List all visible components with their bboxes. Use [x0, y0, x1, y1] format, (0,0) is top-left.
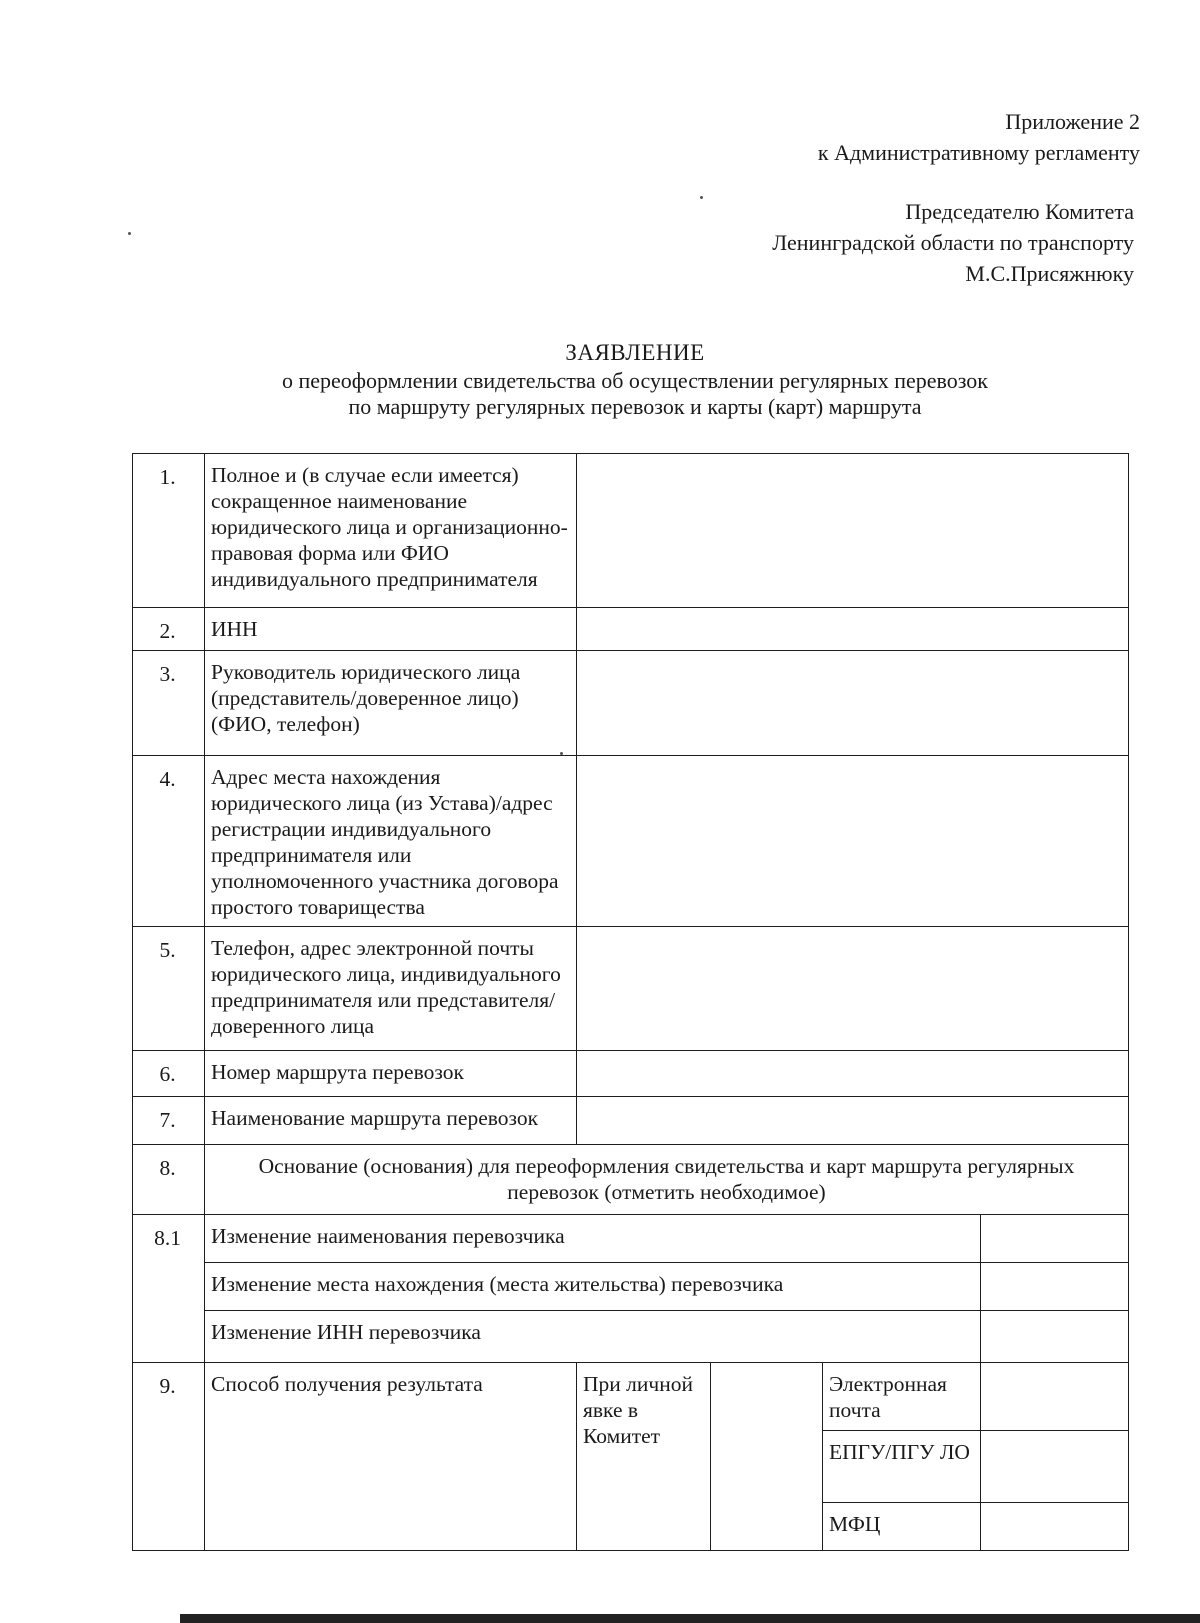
application-form-table — [132, 453, 1129, 1551]
delivery-option-checkbox-cell[interactable] — [981, 1503, 1129, 1551]
result-method-label: Способ получения результата — [205, 1363, 577, 1551]
addressee-block — [772, 196, 1134, 289]
field-label: ИНН — [205, 608, 577, 651]
scan-speck — [700, 196, 703, 199]
delivery-option-checkbox-cell[interactable] — [981, 1363, 1129, 1431]
table-row — [133, 1311, 1129, 1363]
field-label: Руководитель юридического лица (представитель/доверенное лицо) (ФИО, телефон) — [205, 651, 577, 756]
reason-option-checkbox-cell[interactable] — [981, 1311, 1129, 1363]
table-row — [133, 1363, 1129, 1431]
field-label: Наименование маршрута перевозок — [205, 1097, 577, 1145]
appendix-line-1: Приложение 2 — [1005, 109, 1140, 134]
appendix-line-2: к Административному регламенту — [817, 140, 1140, 165]
field-value-cell[interactable] — [577, 1097, 1129, 1145]
field-value-cell[interactable] — [577, 454, 1129, 608]
field-value-cell[interactable] — [577, 927, 1129, 1051]
scan-bottom-edge — [180, 1614, 1200, 1623]
reason-option-checkbox-cell[interactable] — [981, 1215, 1129, 1263]
table-row — [133, 651, 1129, 756]
table-row — [133, 1097, 1129, 1145]
addressee-line-2: Ленинградской области по транспорту — [772, 230, 1134, 255]
row-number: 6. — [133, 1051, 205, 1097]
field-value-cell[interactable] — [577, 651, 1129, 756]
scan-speck — [128, 232, 131, 235]
table-row — [133, 927, 1129, 1051]
delivery-option-label: Электронная почта — [823, 1363, 981, 1431]
addressee-line-1: Председателю Комитета — [905, 199, 1134, 224]
table-row — [133, 1215, 1129, 1263]
field-label: Адрес места нахождения юридического лица (из Устава)/адрес регистрации индивидуального предпринимателя или уполномоченного участника договора простого товарищества — [205, 756, 577, 927]
document-title — [190, 340, 1080, 420]
in-person-checkbox-cell[interactable] — [711, 1363, 823, 1551]
reason-option-label: Изменение наименования перевозчика — [205, 1215, 981, 1263]
title-main: ЗАЯВЛЕНИЕ — [565, 340, 705, 365]
reason-option-label: Изменение места нахождения (места жительства) перевозчика — [205, 1263, 981, 1311]
reason-option-checkbox-cell[interactable] — [981, 1263, 1129, 1311]
reason-heading: Основание (основания) для переоформления свидетельства и карт маршрута регулярных перевозок (отметить необходимое) — [205, 1145, 1129, 1215]
row-number: 8.1 — [133, 1215, 205, 1363]
row-number: 1. — [133, 454, 205, 608]
field-value-cell[interactable] — [577, 608, 1129, 651]
addressee-line-3: М.С.Присяжнюку — [965, 261, 1134, 286]
row-number: 5. — [133, 927, 205, 1051]
table-row — [133, 1145, 1129, 1215]
delivery-option-checkbox-cell[interactable] — [981, 1431, 1129, 1503]
field-label: Полное и (в случае если имеется) сокращенное наименование юридического лица и организационно-правовая форма или ФИО индивидуального предпринимателя — [205, 454, 577, 608]
table-row — [133, 608, 1129, 651]
row-number: 7. — [133, 1097, 205, 1145]
field-label: Телефон, адрес электронной почты юридического лица, индивидуального предпринимателя или представителя/доверенного лица — [205, 927, 577, 1051]
table-row — [133, 1263, 1129, 1311]
row-number: 8. — [133, 1145, 205, 1215]
field-value-cell[interactable] — [577, 756, 1129, 927]
title-subtitle-2: по маршруту регулярных перевозок и карты (карт) маршрута — [348, 394, 922, 419]
field-value-cell[interactable] — [577, 1051, 1129, 1097]
row-number: 3. — [133, 651, 205, 756]
field-label: Номер маршрута перевозок — [205, 1051, 577, 1097]
table-row — [133, 1051, 1129, 1097]
in-person-label: При личной явке в Комитет — [577, 1363, 711, 1551]
table-row — [133, 756, 1129, 927]
delivery-option-label: ЕПГУ/ПГУ ЛО — [823, 1431, 981, 1503]
title-subtitle-1: о переоформлении свидетельства об осуществлении регулярных перевозок — [282, 368, 988, 393]
scan-speck — [560, 752, 563, 755]
row-number: 2. — [133, 608, 205, 651]
row-number: 4. — [133, 756, 205, 927]
reason-option-label: Изменение ИНН перевозчика — [205, 1311, 981, 1363]
appendix-note — [818, 106, 1140, 168]
row-number: 9. — [133, 1363, 205, 1551]
table-row — [133, 454, 1129, 608]
delivery-option-label: МФЦ — [823, 1503, 981, 1551]
